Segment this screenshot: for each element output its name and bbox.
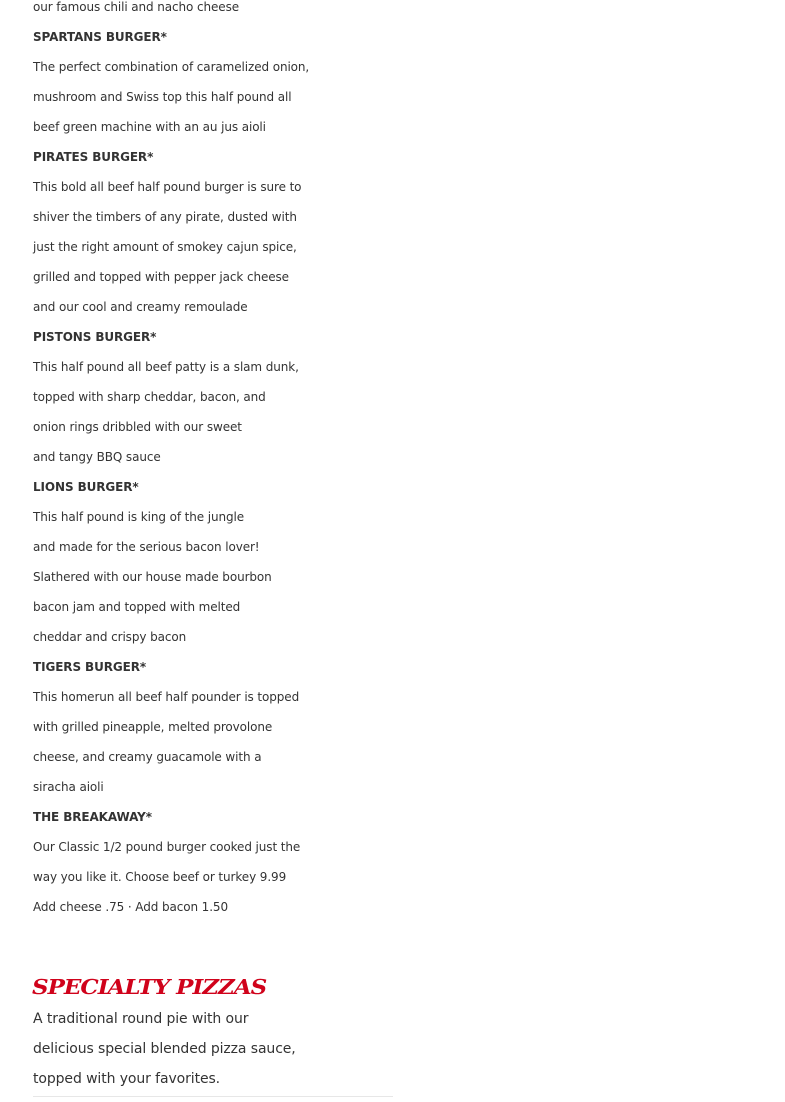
menu-item-description-line: Slathered with our house made bourbon (33, 570, 272, 584)
intro-line: topped with your favorites. (33, 1071, 221, 1087)
menu-item-description-line: beef green machine with an au jus aioli (33, 120, 266, 134)
burger-menu (33, 0, 333, 922)
menu-item-description-line: and made for the serious bacon lover! (33, 540, 260, 554)
menu-item-description-line: and our cool and creamy remoulade (33, 300, 248, 314)
menu-item-description-line: shiver the timbers of any pirate, dusted with (33, 210, 297, 224)
menu-item-description-line: grilled and topped with pepper jack cheese (33, 270, 289, 284)
menu-item-description-line: siracha aioli (33, 780, 104, 794)
menu-item-pirates (33, 142, 333, 322)
menu-item-description-line: This half pound is king of the jungle (33, 510, 245, 524)
menu-item-description-line: just the right amount of smokey cajun spice, (33, 240, 297, 254)
menu-item-description-line: cheese, and creamy guacamole with a (33, 750, 262, 764)
menu-item-spartans (33, 22, 333, 142)
menu-item-description-line: cheddar and crispy bacon (33, 630, 187, 644)
intro-line: delicious special blended pizza sauce, (33, 1041, 296, 1057)
menu-item-breakaway (33, 802, 333, 922)
menu-item-title: PISTONS BURGER* (33, 330, 157, 344)
menu-item-description-line: way you like it. Choose beef or turkey 9.99 (33, 870, 287, 884)
menu-item-description-line: and tangy BBQ sauce (33, 450, 161, 464)
menu-item-description-line: bacon jam and topped with melted (33, 600, 241, 614)
menu-item-title: PIRATES BURGER* (33, 150, 154, 164)
menu-item-description-line: topped with sharp cheddar, bacon, and (33, 390, 266, 404)
menu-top-line: our famous chili and nacho cheese (33, 0, 240, 14)
menu-item-description-line: This bold all beef half pound burger is sure to (33, 180, 302, 194)
cut-off-line (33, 1096, 393, 1102)
menu-item-description-line: onion rings dribbled with our sweet (33, 420, 242, 434)
menu-item-pistons (33, 322, 333, 472)
menu-item-description-line: This homerun all beef half pounder is topped (33, 690, 300, 704)
intro-line: A traditional round pie with our (33, 1011, 249, 1027)
menu-item-tigers (33, 652, 333, 802)
menu-item-title: SPARTANS BURGER* (33, 30, 167, 44)
specialty-pizzas-intro (33, 1004, 363, 1094)
menu-item-description-line: Add cheese .75 · Add bacon 1.50 (33, 900, 228, 914)
menu-item-title: THE BREAKAWAY* (33, 810, 152, 824)
menu-item-description-line: mushroom and Swiss top this half pound all (33, 90, 292, 104)
menu-item-description-line: Our Classic 1/2 pound burger cooked just the (33, 840, 301, 854)
menu-item-title: TIGERS BURGER* (33, 660, 147, 674)
menu-item-description-line: with grilled pineapple, melted provolone (33, 720, 273, 734)
menu-item-lions (33, 472, 333, 652)
menu-item-title: LIONS BURGER* (33, 480, 139, 494)
menu-item-description-line: This half pound all beef patty is a slam dunk, (33, 360, 299, 374)
menu-item-description-line: The perfect combination of caramelized onion, (33, 60, 310, 74)
specialty-pizzas-heading: SPECIALTY PIZZAS (32, 975, 267, 1000)
